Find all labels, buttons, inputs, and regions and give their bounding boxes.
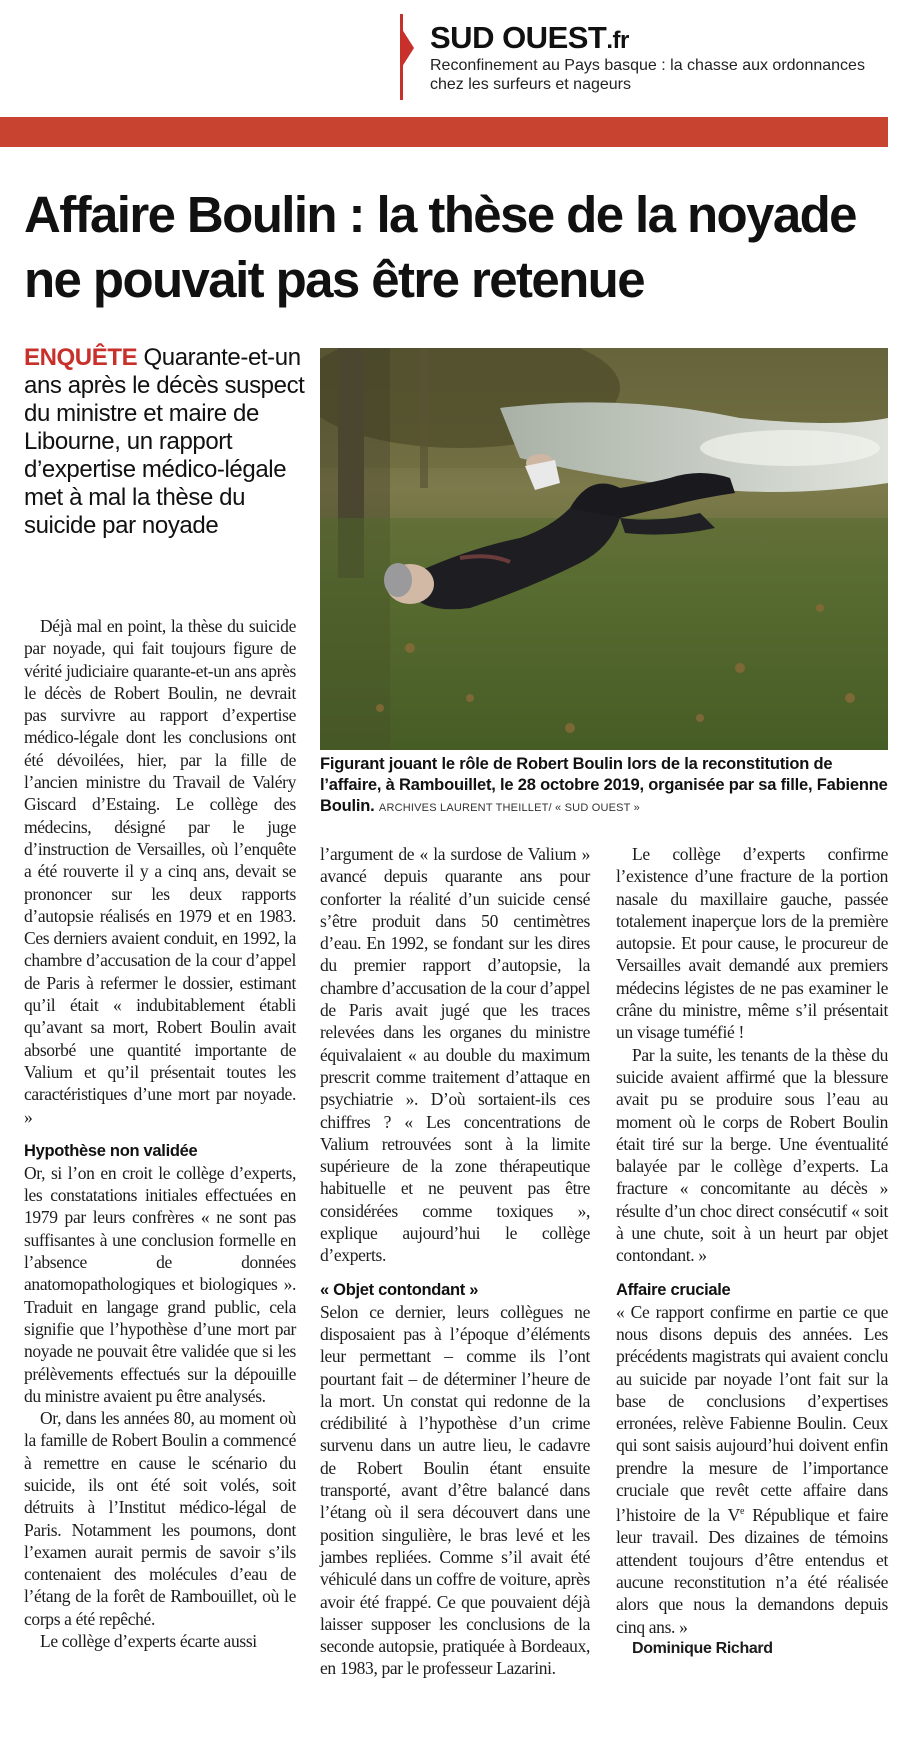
newspaper-logo: SUD OUEST.fr (430, 20, 629, 55)
section-band (0, 117, 888, 147)
article-lead (24, 344, 314, 540)
masthead-teaser[interactable]: Reconfinement au Pays basque : la chasse aux ordonnances chez les surfeurs et nageurs (430, 57, 865, 93)
article-signature: Dominique Richard (632, 1639, 773, 1657)
paragraph: Par la suite, les tenants de la thèse du suicide avaient affirmé que la blessure avait pu se produire sous l’eau au moment où le corps de Robert Boulin était tiré sur la berge. Une éventualité balayée par le collège d’experts. La fracture « concomitante au décès » résulte d’un choc direct consécutif « soit à une chute, soit à un heurt par objet contondant. » (616, 1044, 888, 1266)
paragraph: Selon ce dernier, leurs collègues ne disposaient pas à l’époque d’éléments leur permettant – comme ils l’ont pourtant fait – de déterminer l’heure de la mort. Un constat qui redonne de la crédibilité à l’hypothèse d’un crime survenu dans un autre lieu, le cadavre de Robert Boulin étant ensuite transporté, avant d’être balancé dans l’étang où il sera découvert dans une position singulière, le bras levé et les jambes repliées. Comme s’il avait été véhiculé dans un coffre de voiture, après avoir été frappé. Ce que pouvaient déjà laisser supposer les conclusions de la seconde autopsie, pratiquée à Bordeaux, en 1983, par le professeur Lazarini. (320, 1301, 590, 1679)
paragraph: « Ce rapport confirme en partie ce que nous disons depuis des années. Les précédents magistrats qui avaient conclu au suicide par noyade l’ont fait sur la base de conclusions d’expertises erronées, relève Fabienne Boulin. Ceux qui sont saisis aujourd’hui doivent enfin prendre la mesure de l’importance cruciale que revêt cette affaire dans l’histoire de la Ve République et faire leur travail. Des dizaines de témoins attendent toujours d’être entendus et aucune reconstitution n’a été réalisée alors que nous la demandons depuis cinq ans. » (616, 1301, 888, 1637)
photo-credit: ARCHIVES LAURENT THEILLET/ « SUD OUEST » (378, 802, 640, 814)
article-kicker: ENQUÊTE (24, 344, 138, 371)
subheading: « Objet contondant » (320, 1280, 479, 1299)
article-column-1 (24, 615, 296, 1652)
lead-text: Quarante-et-un ans après le décès suspect du ministre et maire de Libourne, un rapport d’expertise médico-légale met à mal la thèse du suicide par noyade (24, 344, 305, 539)
masthead (400, 14, 890, 100)
paragraph: Le collège d’experts confirme l’existence d’une fracture de la portion nasale du maxillaire gauche, passée totalement inaperçue lors de la première autopsie. Et pour cause, le procureur de Versailles avait demandé aux premiers médecins légistes de ne pas examiner le crâne du ministre, même s’il présentait un visage tuméfié ! (616, 844, 888, 1043)
masthead-arrow-icon (400, 26, 414, 70)
paragraph: Or, dans les années 80, au moment où la famille de Robert Boulin a commencé à remettre en cause le scénario du suicide, ils ont été soit volés, soit détruits à l’Institut médico-légal de Paris. Notamment les poumons, dont l’examen aurait permis de savoir s’ils contenaient des molécules d’eau de l’étang de la forêt de Rambouillet, où le corps a été repêché. (24, 1408, 296, 1629)
paragraph: l’argument de « la surdose de Valium » avancé depuis quarante ans pour conforter la réalité d’un suicide censé s’être produit dans 50 centimètres d’eau. En 1992, se fondant sur les dires du premier rapport d’autopsie, la chambre d’accusation de la cour d’appel de Paris avait jugé que les traces relevées dans les organes du ministre équivalaient « au double du maximum prescrit comme traitement d’attaque en psychiatrie ». D’où sortaient-ils ces chiffres ? « Les concentrations de Valium retrouvées sont à la limite supérieure de la zone thérapeutique habituelle et ne peuvent pas être considérées comme toxiques », explique aujourd’hui le collège d’experts. (320, 844, 590, 1266)
article-photo (320, 348, 888, 750)
subheading: Affaire cruciale (616, 1280, 731, 1299)
article-column-3 (616, 843, 888, 1660)
subheading: Hypothèse non validée (24, 1141, 198, 1160)
paragraph: Le collège d’experts écarte aussi (40, 1631, 257, 1652)
photo-caption: Figurant jouant le rôle de Robert Boulin lors de la reconstitution de l’affaire, à Rambouillet, le 28 octobre 2019, organisée par sa fille, Fabienne Boulin. ARCHIVES LAURENT THEILLET/ « SUD OUEST » (320, 755, 888, 815)
paragraph: Déjà mal en point, la thèse du suicide par noyade, qui fait toujours figure de vérité judiciaire quarante-et-un ans après le décès de Robert Boulin, ne devrait pas survivre au rapport d’expertise médico-légale dont les conclusions ont été dévoilées, hier, par la fille de l’ancien ministre du Travail de Valéry Giscard d’Estaing. Le collège des médecins, désigné par le juge d’instruction de Versailles, où l’enquête a été rouverte il y a cinq ans, devait se prononcer sur les deux rapports d’autopsie réalisés en 1979 et en 1983. Ces derniers avaient conduit, en 1992, la chambre d’accusation de la cour d’appel de Paris à refermer le dossier, estimant qu’il était « indubitablement établi qu’avant sa mort, Robert Boulin avait absorbé une quantité importante de Valium et qu’il présentait toutes les caractéristiques d’une mort par noyade. » (24, 616, 296, 1127)
paragraph: Or, si l’on en croit le collège d’experts, les constatations initiales effectuées en 1979 par leurs confrères « ne sont pas suffisantes à une conclusion formelle en l’absence de données anatomopathologiques et biologiques ». Traduit en langage grand public, cela signifie que l’hypothèse d’une mort par noyade ne pouvait être validée que si les prélèvements effectués sur la dépouille du ministre avaient pu être analysés. (24, 1162, 296, 1406)
article-headline: Affaire Boulin : la thèse de la noyade ne pouvait pas être retenue (24, 186, 856, 308)
article-column-2 (320, 843, 590, 1680)
